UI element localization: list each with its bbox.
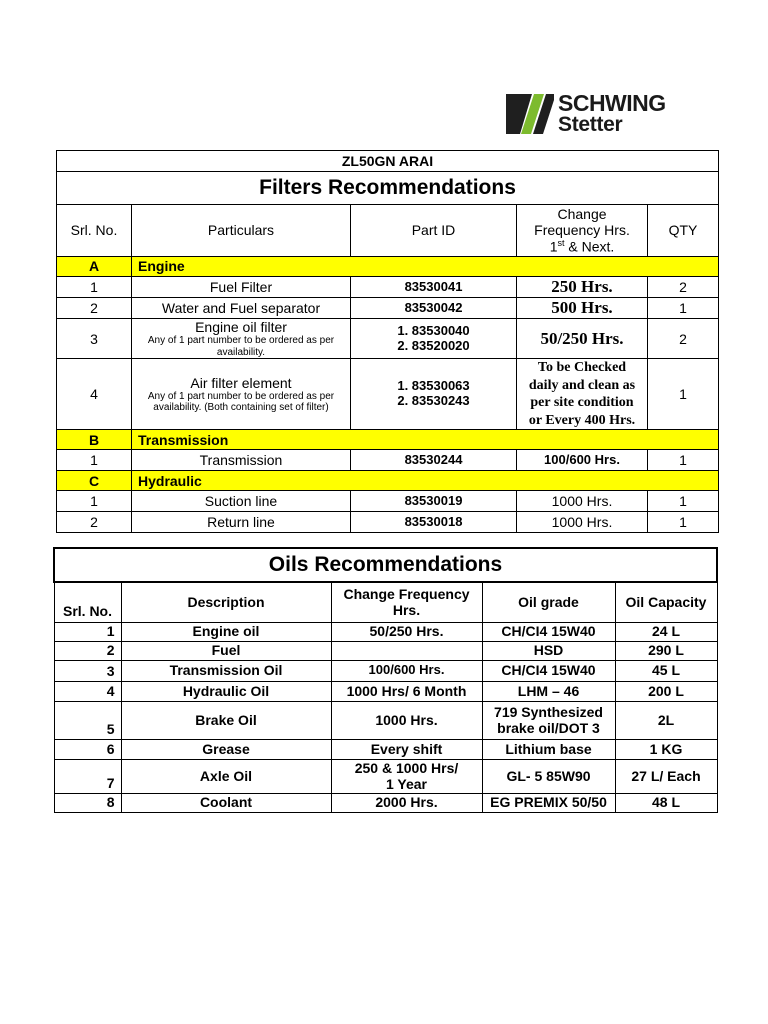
cell-particular: Suction line <box>132 491 351 512</box>
section-name: Transmission <box>132 430 719 450</box>
cell-frequency: 50/250 Hrs. <box>517 319 648 359</box>
cell-part-id: 1. 83530040 2. 83520020 <box>351 319 517 359</box>
table-row <box>57 298 719 319</box>
cell-srl: 5 <box>54 701 121 739</box>
cell-srl: 1 <box>54 622 121 641</box>
cell-description: Axle Oil <box>121 759 331 793</box>
cell-frequency: 100/600 Hrs. <box>331 660 482 681</box>
oils-title: Oils Recommendations <box>54 548 717 582</box>
cell-frequency: 250 Hrs. <box>517 277 648 298</box>
cell-oil-grade: 719 Synthesized brake oil/DOT 3 <box>482 701 615 739</box>
logo-mark-icon <box>506 92 554 136</box>
cell-oil-capacity: 27 L/ Each <box>615 759 717 793</box>
cell-frequency: 1000 Hrs. <box>517 512 648 533</box>
table-row <box>57 277 719 298</box>
cell-srl: 2 <box>54 641 121 660</box>
cell-qty: 2 <box>648 319 719 359</box>
cell-srl: 7 <box>54 759 121 793</box>
cell-oil-grade: Lithium base <box>482 739 615 759</box>
cell-frequency: 250 & 1000 Hrs/ 1 Year <box>331 759 482 793</box>
cell-srl: 4 <box>54 681 121 701</box>
cell-frequency: 1000 Hrs. <box>331 701 482 739</box>
table-row <box>57 491 719 512</box>
cell-oil-grade: HSD <box>482 641 615 660</box>
cell-frequency: 100/600 Hrs. <box>517 450 648 471</box>
cell-oil-grade: GL- 5 85W90 <box>482 759 615 793</box>
cell-part-id: 83530244 <box>351 450 517 471</box>
cell-particular: Air filter element Any of 1 part number to be ordered as per availability. (Both containing set of filter) <box>132 359 351 430</box>
section-name: Engine <box>132 257 719 277</box>
cell-frequency: 1000 Hrs. <box>517 491 648 512</box>
header-srl: Srl. No. <box>54 582 121 622</box>
cell-oil-capacity: 45 L <box>615 660 717 681</box>
cell-srl: 8 <box>54 793 121 812</box>
cell-oil-grade: LHM – 46 <box>482 681 615 701</box>
cell-description: Transmission Oil <box>121 660 331 681</box>
cell-qty: 1 <box>648 491 719 512</box>
logo-line1: SCHWING <box>558 90 666 116</box>
cell-srl: 2 <box>57 512 132 533</box>
table-row <box>54 701 717 739</box>
section-code: A <box>57 257 132 277</box>
filters-header-row <box>57 205 719 257</box>
cell-srl: 4 <box>57 359 132 430</box>
cell-particular: Transmission <box>132 450 351 471</box>
cell-particular: Engine oil filter Any of 1 part number to be ordered as per availability. <box>132 319 351 359</box>
cell-description: Hydraulic Oil <box>121 681 331 701</box>
oils-table <box>53 547 718 813</box>
cell-particular: Fuel Filter <box>132 277 351 298</box>
cell-qty: 2 <box>648 277 719 298</box>
header-particulars: Particulars <box>132 205 351 257</box>
cell-description: Brake Oil <box>121 701 331 739</box>
header-qty: QTY <box>648 205 719 257</box>
cell-oil-grade: CH/CI4 15W40 <box>482 660 615 681</box>
cell-srl: 3 <box>57 319 132 359</box>
table-row <box>54 739 717 759</box>
section-transmission <box>57 430 719 450</box>
oils-header-row <box>54 582 717 622</box>
cell-qty: 1 <box>648 298 719 319</box>
availability-note: Any of 1 part number to be ordered as per availability. <box>147 335 335 358</box>
header-frequency: Change Frequency Hrs. <box>331 582 482 622</box>
schwing-stetter-logo <box>506 92 686 138</box>
cell-part-id: 83530041 <box>351 277 517 298</box>
table-row <box>54 681 717 701</box>
table-row <box>54 660 717 681</box>
cell-part-id: 83530019 <box>351 491 517 512</box>
cell-part-id: 1. 83530063 2. 83530243 <box>351 359 517 430</box>
cell-particular: Water and Fuel separator <box>132 298 351 319</box>
model-name: ZL50GN ARAI <box>57 151 719 172</box>
cell-frequency: 50/250 Hrs. <box>331 622 482 641</box>
cell-description: Coolant <box>121 793 331 812</box>
cell-description: Grease <box>121 739 331 759</box>
header-oil-grade: Oil grade <box>482 582 615 622</box>
section-code: C <box>57 471 132 491</box>
table-row <box>54 793 717 812</box>
cell-srl: 1 <box>57 277 132 298</box>
cell-frequency: To be Checked daily and clean as per site condition or Every 400 Hrs. <box>517 359 648 430</box>
cell-particular: Return line <box>132 512 351 533</box>
cell-oil-capacity: 290 L <box>615 641 717 660</box>
logo-line2: Stetter <box>558 113 623 136</box>
cell-oil-grade: EG PREMIX 50/50 <box>482 793 615 812</box>
cell-qty: 1 <box>648 512 719 533</box>
cell-oil-capacity: 2L <box>615 701 717 739</box>
cell-frequency: 1000 Hrs/ 6 Month <box>331 681 482 701</box>
cell-oil-capacity: 200 L <box>615 681 717 701</box>
availability-note: Any of 1 part number to be ordered as per availability. (Both containing set of filter) <box>147 390 335 414</box>
cell-frequency: 500 Hrs. <box>517 298 648 319</box>
header-description: Description <box>121 582 331 622</box>
header-oil-capacity: Oil Capacity <box>615 582 717 622</box>
section-engine <box>57 257 719 277</box>
table-row <box>54 641 717 660</box>
cell-srl: 3 <box>54 660 121 681</box>
table-row <box>57 512 719 533</box>
cell-oil-grade: CH/CI4 15W40 <box>482 622 615 641</box>
section-code: B <box>57 430 132 450</box>
filters-title: Filters Recommendations <box>57 172 719 205</box>
cell-srl: 1 <box>57 491 132 512</box>
cell-description: Engine oil <box>121 622 331 641</box>
cell-srl: 1 <box>57 450 132 471</box>
header-part-id: Part ID <box>351 205 517 257</box>
cell-srl: 6 <box>54 739 121 759</box>
table-row <box>54 759 717 793</box>
filters-table <box>56 150 719 533</box>
cell-srl: 2 <box>57 298 132 319</box>
cell-frequency <box>331 641 482 660</box>
cell-oil-capacity: 24 L <box>615 622 717 641</box>
cell-oil-capacity: 1 KG <box>615 739 717 759</box>
cell-qty: 1 <box>648 450 719 471</box>
cell-frequency: 2000 Hrs. <box>331 793 482 812</box>
table-row <box>57 359 719 430</box>
section-name: Hydraulic <box>132 471 719 491</box>
cell-description: Fuel <box>121 641 331 660</box>
cell-part-id: 83530042 <box>351 298 517 319</box>
section-hydraulic <box>57 471 719 491</box>
cell-oil-capacity: 48 L <box>615 793 717 812</box>
header-frequency: Change Frequency Hrs. 1st & Next. <box>517 205 648 257</box>
table-row <box>57 450 719 471</box>
cell-qty: 1 <box>648 359 719 430</box>
header-srl: Srl. No. <box>57 205 132 257</box>
table-row <box>54 622 717 641</box>
cell-part-id: 83530018 <box>351 512 517 533</box>
table-row <box>57 319 719 359</box>
cell-frequency: Every shift <box>331 739 482 759</box>
